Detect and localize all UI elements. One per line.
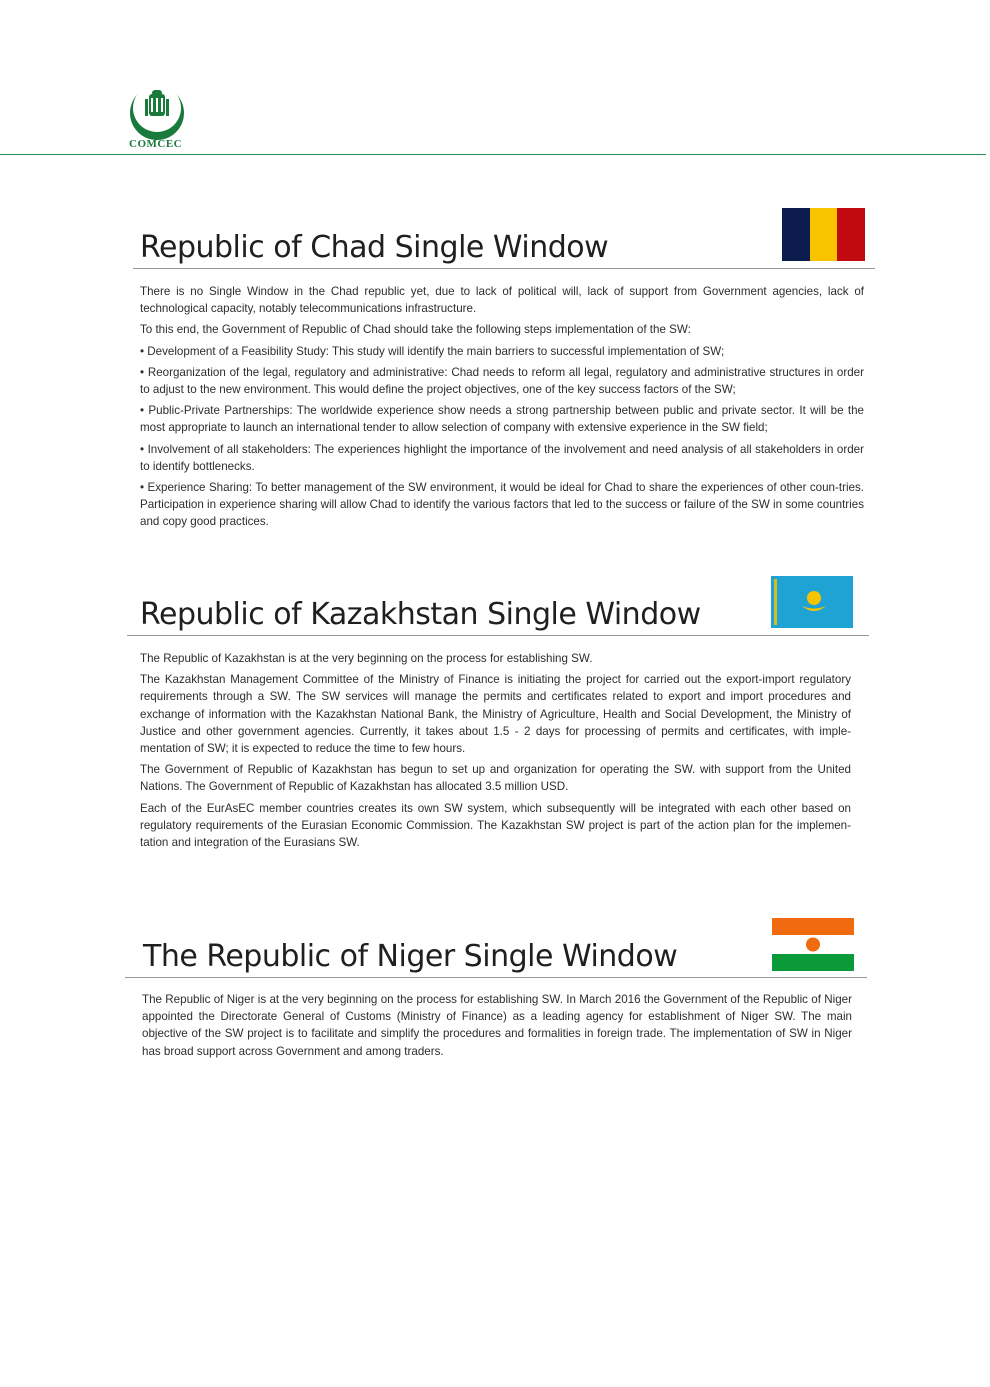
paragraph: Each of the EurAsEC member countries creates its own SW system, which subsequently will be integrated with each other based on regulatory requirements of the Eurasian Economic Commission. The Kazakhstan SW project is part of the action plan for the implemen-tation and integration of the Eurasians SW. <box>140 801 851 850</box>
bullet-item: • Public-Private Partnerships: The worldwide experience show needs a strong partnership between public and private sector. It will be the most appropriate to launch an international tender to allow selection of company with extensive experience in the SW field; <box>140 404 864 435</box>
paragraph: The Republic of Kazakhstan is at the very beginning on the process for establishing SW. <box>140 652 593 665</box>
bullet-item: • Reorganization of the legal, regulatory and administrative: Chad needs to reform all legal, regulatory and administrative structures in order to adjust to the new environment. This would define the project objectives, one of the key success factors of the SW; <box>140 365 864 397</box>
header-divider <box>0 154 986 155</box>
paragraph: The Republic of Niger is at the very beginning on the process for establishing SW. In March 2016 the Government of the Republic of Niger appointed the Directorate General of Customs (Ministry of Finance) as a leading agency for establishment of Niger SW. The main objective of the SW project is to facilitate and simplify the procedures and formalities in foreign trade. The implementation of SW in Niger has broad support across Government and among traders. <box>142 993 852 1058</box>
section-divider <box>127 635 869 636</box>
niger-flag-icon <box>772 918 854 971</box>
section-body <box>142 991 852 1064</box>
chad-flag-icon <box>782 208 865 261</box>
section-divider <box>133 268 875 269</box>
section-divider <box>125 977 867 978</box>
section-body <box>140 650 851 855</box>
section-title: The Republic of Niger Single Window <box>143 939 678 974</box>
logo-text: COMCEC <box>129 138 183 150</box>
paragraph: The Kazakhstan Management Committee of the Ministry of Finance is initiating the project for carried out the export-import regulatory requirements through a SW. The SW services will manage the permits and certificates related to export and import procedures and exchange of information with the Kazakhstan National Bank, the Ministry of Agriculture, Health and Social Development, the Ministry of Justice and other government agencies. Currently, it takes about 1.5 - 2 days for processing of permits and certificates, with imple-mentation of SW; it is expected to reduce the time to few hours. <box>140 673 851 756</box>
bullet-item: • Experience Sharing: To better management of the SW environment, it would be ideal for Chad to share the experiences of other coun-tries. Participation in experience sharing will allow Chad to identify the various factors that led to the success or failure of the SW in some countries and copy good practices. <box>140 481 864 529</box>
paragraph: The Government of Republic of Kazakhstan has begun to set up and organization for operating the SW. with support from the United Nations. The Government of Republic of Kazakhstan has allocated 3.5 million USD. <box>140 763 851 794</box>
section-body <box>140 283 864 535</box>
bullet-item: • Involvement of all stakeholders: The experiences highlight the importance of the involvement and need analysis of all stakeholders in order to identify bottlenecks. <box>140 442 864 473</box>
bullet-item: • Development of a Feasibility Study: This study will identify the main barriers to successful implementation of SW; <box>140 344 725 358</box>
section-title: Republic of Kazakhstan Single Window <box>140 597 701 632</box>
kazakhstan-flag-icon <box>771 576 853 628</box>
section-title: Republic of Chad Single Window <box>140 230 609 265</box>
paragraph: There is no Single Window in the Chad republic yet, due to lack of political will, lack of support from Government agencies, lack of technological capacity, notably telecommunications infrastructure. <box>140 285 864 316</box>
paragraph: To this end, the Government of Republic of Chad should take the following steps implementation of the SW: <box>140 323 691 337</box>
